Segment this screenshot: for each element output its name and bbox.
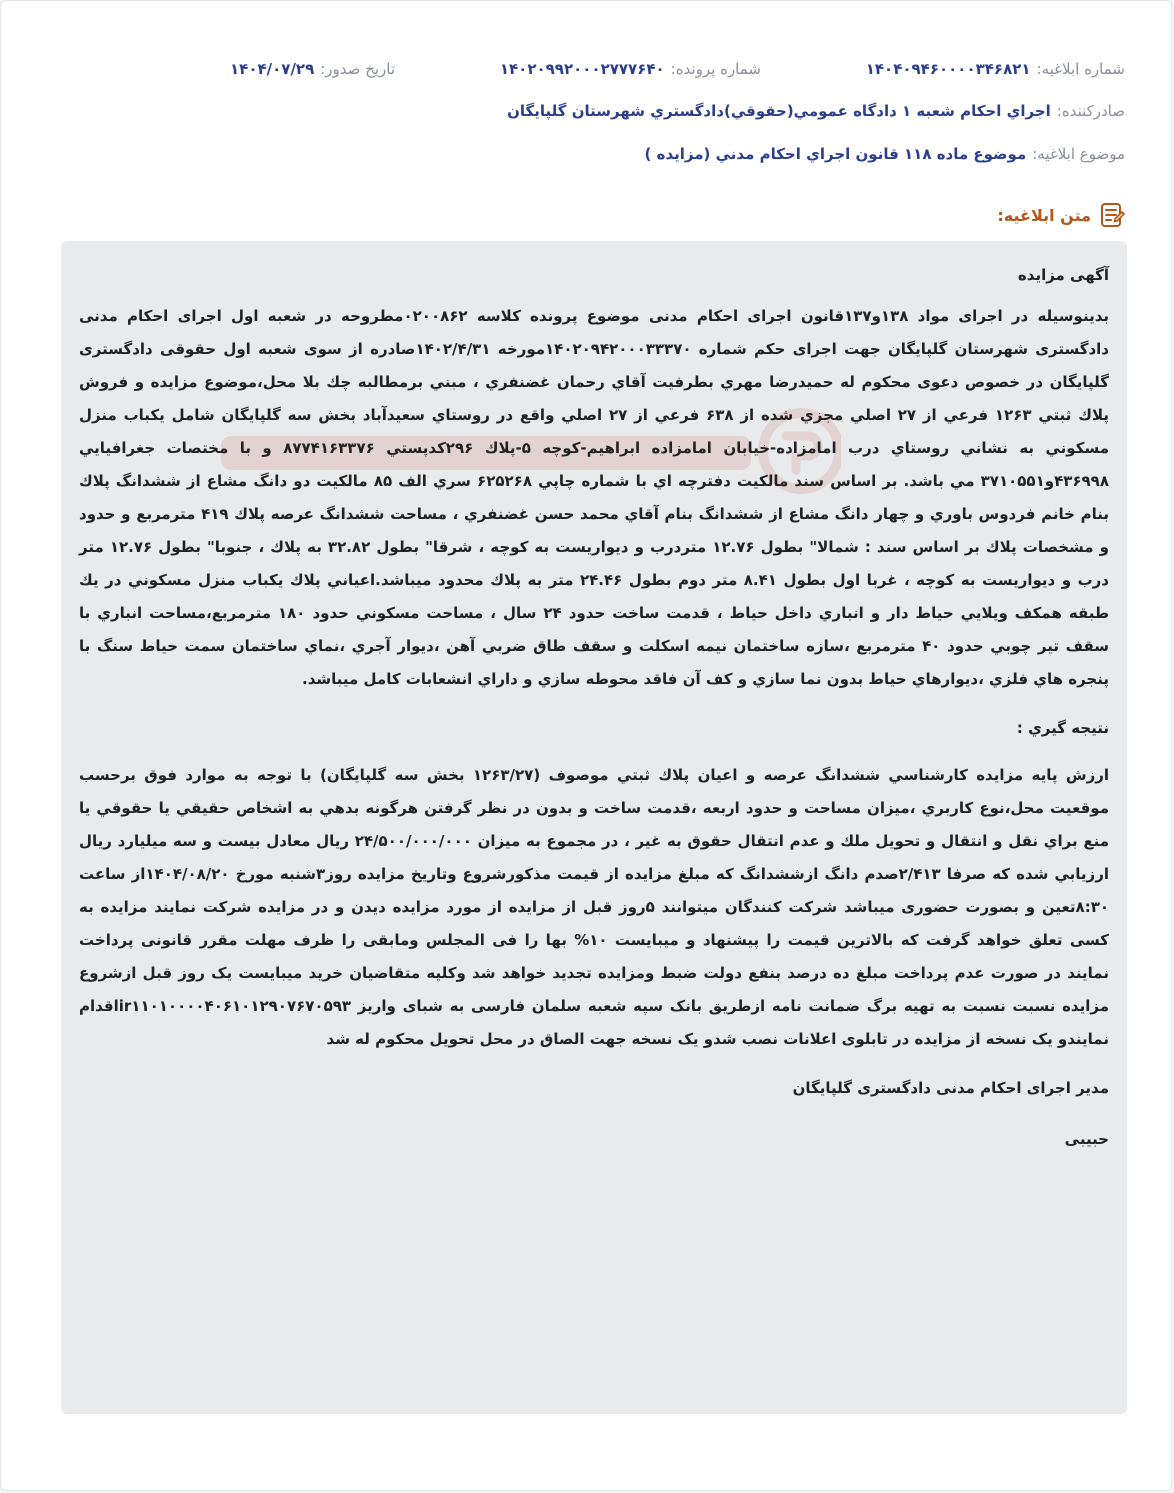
notice-number-label: شماره ابلاغیه: [1036,60,1125,78]
issue-date [230,60,395,78]
notice-number-value: ۱۴۰۴۰۹۴۶۰۰۰۰۳۴۶۸۲۱ [865,60,1031,78]
issue-date-value: ۱۴۰۴/۰۷/۲۹ [230,60,315,78]
issuer-value: اجراي احكام شعبه ۱ دادگاه عمومي(حقوقي)دادگستري شهرستان گلپايگان [507,102,1051,120]
notice-heading: آگهی مزایده [1017,266,1109,284]
subject-value: موضوع ماده ۱۱۸ قانون اجراي احكام مدني (مزايده ) [644,145,1027,163]
meta-row-issuer [47,96,1125,126]
notice-body: بدینوسیله در اجرای مواد ۱۳۸و۱۳۷قانون اجرای احکام مدنی موضوع پرونده کلاسه ۰۲۰۰۸۶۲مطروحه در شعبه اول اجرای احکام مدنی دادگستری شهرستان گلپایگان جهت اجرای حکم شماره ۱۴۰۲۰۹۴۲۰۰۰۳۳۳۷۰مورخه ۱۴۰۲/۴/۳۱صادره از سوی شعبه اول حقوقی دادگستری گلپایگان در خصوص دعوی محکوم له حمیدرضا مهري بطرفيت آقاي رحمان غضنفري ، مبني برمطالبه چك بلا محل،موضوع مزایده و فروش پلاك ثبتي ۱۲۶۳ فرعي از ۲۷ اصلي مجزي شده از ۶۳۸ فرعي از ۲۷ اصلي واقع در روستاي سعيدآباد بخش سه گلپايگان شامل يكباب منزل مسكوني به نشاني روستاي درب امامزاده-خيابان امامزاده ابراهيم-كوچه ۵-پلاك ۲۹۶كدپستي ۸۷۷۴۱۶۳۳۷۶ و با مختصات جغرافيايي ۴۳۶۹۹۸و۳۷۱۰۵۵۱ مي باشد. بر اساس سند مالكيت دفترچه اي با شماره چاپي ۶۲۵۲۶۸ سري الف ۸۵ مالكيت دو دانگ مشاع از ششدانگ پلاك بنام خانم فردوس باوري و چهار دانگ مشاع از ششدانگ بنام آقاي محمد حسن غضنفري ، مساحت ششدانگ عرصه پلاك ۴۱۹ مترمربع و حدود و مشخصات پلاك بر اساس سند : شمالا" بطول ۱۲.۷۶ متردرب و ديواريست به كوچه ، شرقا" بطول ۳۲.۸۲ به پلاك ، جنوبا" بطول ۱۲.۷۶ متر درب و ديواريست به كوچه ، غربا اول بطول ۸.۴۱ متر دوم بطول ۲۴.۴۶ متر به پلاك محدود ميباشد.اعياني پلاك يكباب منزل مسكوني در يك طبقه همكف ويلايي حياط دار و انباري داخل حياط ، قدمت ساخت حدود ۲۴ سال ، مساحت مسكوني حدود ۱۸۰ مترمربع،مساحت انباري با سقف تير چوبي حدود ۴۰ مترمربع ،سازه ساختمان نيمه اسكلت و سقف طاق ضربي آهن ،ديوار آجري ،نماي ساختمان سمت حياط سنگ با پنجره هاي فلزي ،ديوارهاي حياط بدون نما سازي و كف آن فاقد محوطه سازي و داراي انشعابات كامل ميباشد. [79,307,1110,688]
result-heading: نتيجه گيري : [1016,719,1109,737]
case-number [500,60,761,78]
meta-row-numbers [47,54,1125,84]
case-number-label: شماره پرونده: [670,60,761,78]
issuer-label: صادرکننده: [1056,102,1125,120]
notice-text-title: متن ابلاغیه: [997,205,1091,225]
document-icon [1099,201,1125,229]
case-number-value: ۱۴۰۲۰۹۹۲۰۰۰۲۷۷۷۶۴۰ [499,60,665,78]
result-text: ارزش پايه مزايده كارشناسي ششدانگ عرصه و اعيان پلاك ثبتي موصوف (۱۲۶۳/۲۷ بخش سه گلپايگان) با توجه به موارد فوق برحسب موقعيت محل،نوع كاربري ،ميزان مساحت و حدود اربعه ،قدمت ساخت و بدون در نظر گرفتن هرگونه بدهي به اشخاص حقيقي يا حقوقي يا منع براي نقل و انتقال و تحويل ملك و عدم انتقال حقوق به غير ، در مجموع به ميزان ۲۴/۵۰۰/۰۰۰/۰۰۰ ريال معادل بيست و سه ميليارد ريال ارزيابي شده كه صرفا ۲/۴۱۳صدم دانگ ازششدانگ که مبلغ مزایده از قیمت مذکورشروع وتاریخ مزایده روز۳شنبه مورخ ۱۴۰۴/۰۸/۲۰از ساعت ۸:۳۰تعین و بصورت حضوری میباشد شرکت کنندگان میتوانند ۵روز قبل از مزایده از مورد مزایده دیدن و در مزایده شرکت نمایند مزایده به کسی تعلق خواهد گرفت که بالاترین قیمت را پیشنهاد و میبایست ۱۰% بها را فی المجلس ومابقی را ظرف مهلت مقرر قانونی پرداخت نمایند در صورت عدم پرداخت مبلغ ده درصد بنفع دولت ضبط ومزایده تجدید خواهد شد وکلیه متقاضیان خرید میبایست یک روز قبل ازشروع مزایده نسبت نسبت به تهیه برگ ضمانت نامه ازطریق بانک سپه شعبه سلمان فارسی به شبای واریز ir۱۱۰۱۰۰۰۰۴۰۶۱۰۱۲۹۰۷۶۷۰۵۹۳اقدام نمایندو یک نسخه از مزایده در تابلوی اعلانات نصب شدو یک نسخه جهت الصاق در محل تحویل محکوم له شد [79,766,1110,1048]
subject-label: موضوع ابلاغیه: [1032,145,1125,163]
meta-row-subject [47,139,1125,169]
issue-date-label: تاریخ صدور: [320,60,395,78]
notice-text-header [997,199,1125,231]
signature-title: مدیر اجرای احکام مدنی دادگستری گلپایگان [792,1079,1109,1097]
notice-number [866,60,1125,78]
signature-name: حبیبی [1064,1130,1109,1148]
notice-content-box [61,241,1127,1414]
